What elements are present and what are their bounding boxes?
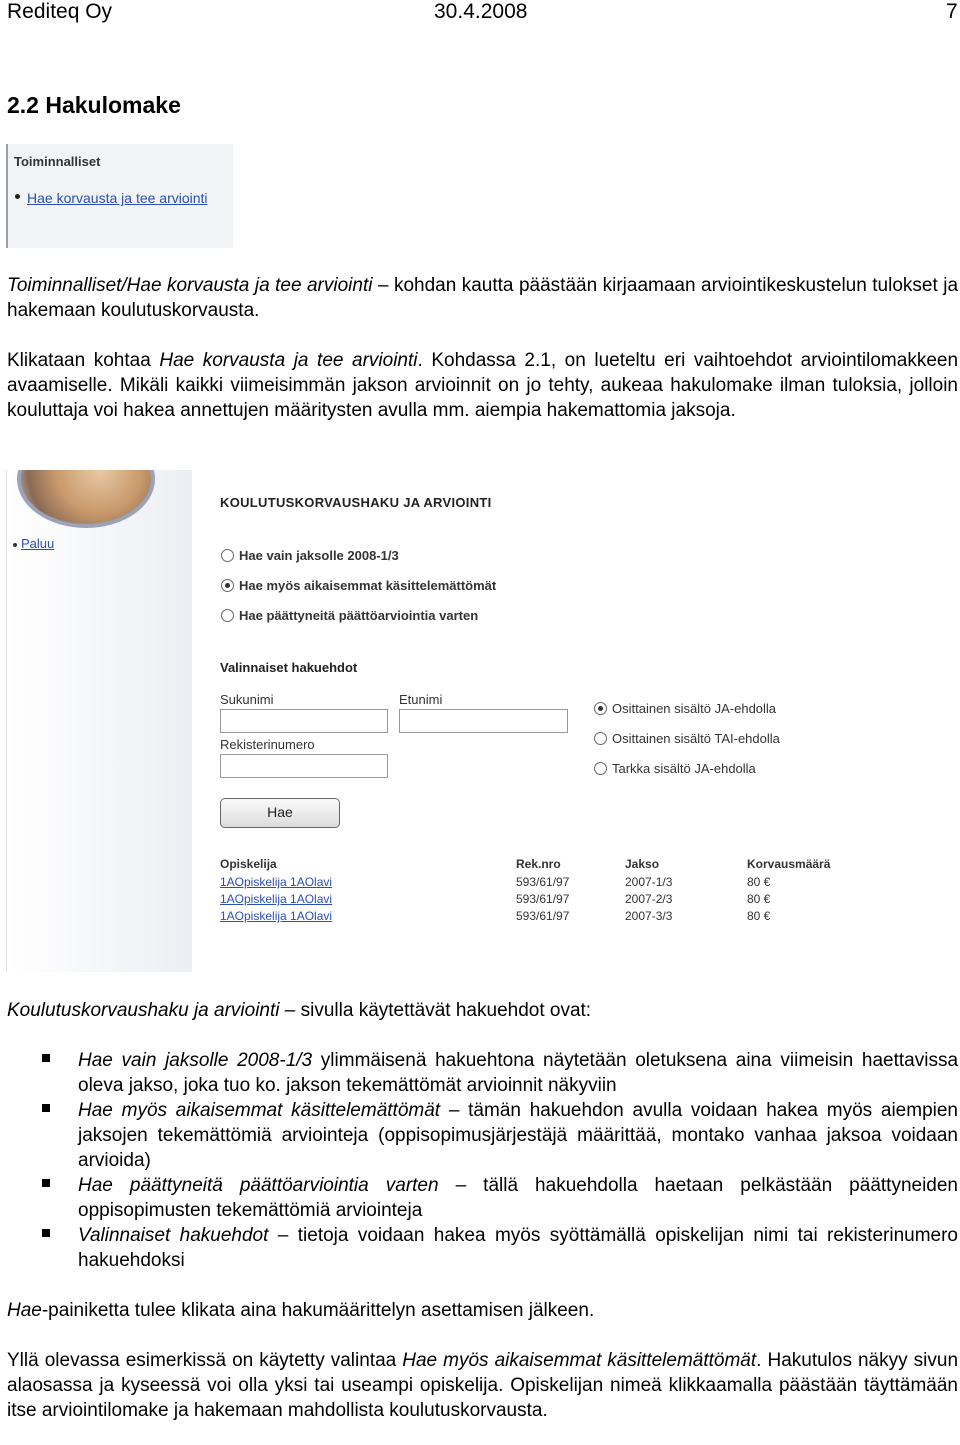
hae-button-note [7, 1298, 958, 1323]
list-item [78, 1223, 958, 1273]
bullet-square-icon [42, 1054, 50, 1062]
firstname-label: Etunimi [399, 692, 443, 707]
table-cell: 2007-2/3 [625, 892, 673, 906]
menu-link-hae-korvausta[interactable]: Hae korvausta ja tee arviointi [27, 190, 208, 206]
radio-label: Osittainen sisältö JA-ehdolla [612, 701, 777, 716]
list-item-text: – tämän hakuehdon avulla voidaan hakea myös aiempien jaksojen tekemättömiä arviointeja (oppisopimusjärjestäjä määrittää, montako vanhaa jaksoa voidaan arvioida) [78, 1100, 958, 1171]
example-paragraph [7, 1348, 958, 1423]
sidebar [7, 470, 192, 972]
regnum-input[interactable] [220, 754, 388, 778]
radio-label: Hae päättyneitä päättöarviointia varten [239, 608, 479, 623]
table-cell: 2007-3/3 [625, 909, 673, 923]
student-link[interactable]: 1AOpiskelija 1AOlavi [220, 909, 333, 923]
optional-criteria-heading: Valinnaiset hakuehdot [220, 660, 358, 675]
intro-text: – kohdan kautta päästään kirjaamaan arviointikeskustelun tulokset ja hakemaan koulutuskorvausta. [7, 275, 959, 321]
instruction-paragraph [7, 348, 958, 423]
table-cell: 80 € [747, 909, 771, 923]
list-item-italic: Valinnaiset hakuehdot [78, 1225, 269, 1246]
example-italic: Hae myös aikaisemmat käsittelemättömät [402, 1350, 757, 1371]
list-item-text: – tällä hakuehdolla haetaan pelkästään päättyneiden oppisopimusten tekemättömiä arviointeja [78, 1175, 958, 1221]
list-item [78, 1048, 958, 1098]
criteria-intro-italic: Koulutuskorvaushaku ja arviointi [7, 1000, 280, 1021]
section-title: 2.2 Hakulomake [7, 92, 181, 118]
list-item-italic: Hae päättyneitä päättöarviointia varten [78, 1175, 439, 1196]
table-cell: 593/61/97 [516, 875, 570, 889]
radio-only-period[interactable] [221, 549, 234, 562]
list-item-text: ylimmäisenä hakuehtona näytetään oletuksena aina viimeisin haettavissa oleva jakso, joka tuo ko. jakson tekemättömät arvioinnit näkyviin [78, 1050, 959, 1096]
menu-title: Toiminnalliset [14, 154, 101, 169]
intro-italic: Toiminnalliset/Hae korvausta ja tee arviointi [7, 275, 373, 296]
list-item [78, 1098, 958, 1173]
col-header: Jakso [625, 857, 660, 871]
col-header: Rek.nro [516, 857, 561, 871]
list-item-text: – tietoja voidaan hakea myös syöttämällä opiskelijan nimi tai rekisterinumero hakuehdoksi [78, 1225, 958, 1271]
intro-paragraph [7, 273, 958, 323]
menu-screenshot [6, 144, 233, 248]
criteria-intro [7, 998, 958, 1023]
bullet-icon [15, 194, 20, 199]
radio-label: Tarkka sisältö JA-ehdolla [612, 761, 756, 776]
table-cell: 593/61/97 [516, 909, 570, 923]
bullet-icon [13, 543, 17, 547]
list-item [78, 1173, 958, 1223]
example-text-a: Yllä olevassa esimerkissä on käytetty valintaa [7, 1350, 403, 1371]
firstname-input[interactable] [399, 709, 568, 733]
radio-label: Hae myös aikaisemmat käsittelemättömät [239, 578, 497, 593]
form-title: KOULUTUSKORVAUSHAKU JA ARVIOINTI [220, 495, 492, 510]
instruction-text-a: Klikataan kohtaa [7, 350, 160, 371]
search-button[interactable]: Hae [220, 798, 340, 828]
hae-note-text: -painiketta tulee klikata aina hakumäärittelyn asettamisen jälkeen. [41, 1300, 595, 1321]
surname-label: Sukunimi [220, 692, 274, 707]
instruction-italic: Hae korvausta ja tee arviointi [159, 350, 418, 371]
radio-partial-and[interactable] [594, 702, 607, 715]
radio-also-previous[interactable] [221, 579, 234, 592]
company-name: Rediteq Oy [7, 0, 113, 23]
page-number: 7 [946, 0, 958, 23]
student-link[interactable]: 1AOpiskelija 1AOlavi [220, 892, 333, 906]
search-form-screenshot [6, 470, 943, 972]
example-text-b: . Hakutulos näkyy sivun alaosassa ja kyseessä voi olla yksi tai useampi opiskelija. Opiskelijan nimeä klikkaamalla päästään täyttämään itse arviointilomake ja hakemaan mahdollista koulutuskorvausta. [7, 1350, 959, 1421]
regnum-label: Rekisterinumero [220, 737, 315, 752]
table-cell: 593/61/97 [516, 892, 570, 906]
radio-label: Osittainen sisältö TAI-ehdolla [612, 731, 780, 746]
surname-input[interactable] [220, 709, 388, 733]
radio-partial-or[interactable] [594, 732, 607, 745]
col-header: Korvausmäärä [747, 857, 831, 871]
radio-exact-and[interactable] [594, 762, 607, 775]
bullet-square-icon [42, 1229, 50, 1237]
radio-label: Hae vain jaksolle 2008-1/3 [239, 548, 399, 563]
bullet-square-icon [42, 1179, 50, 1187]
hae-note-italic: Hae [7, 1300, 42, 1321]
document-date: 30.4.2008 [434, 0, 528, 23]
student-link[interactable]: 1AOpiskelija 1AOlavi [220, 875, 333, 889]
header-photo [17, 470, 155, 528]
radio-ended[interactable] [221, 609, 234, 622]
criteria-intro-text: – sivulla käytettävät hakuehdot ovat: [279, 1000, 592, 1021]
bullet-square-icon [42, 1104, 50, 1112]
list-item-italic: Hae vain jaksolle 2008-1/3 [78, 1050, 313, 1071]
back-link[interactable]: Paluu [21, 536, 55, 551]
table-cell: 80 € [747, 892, 771, 906]
instruction-text-b: . Kohdassa 2.1, on lueteltu eri vaihtoehdot arviointilomakkeen avaamiselle. Mikäli kaikki viimeisimmän jakson arvioinnit on jo tehty, aukeaa hakulomake ilman tuloksia, jolloin kouluttaja voi hakea annettujen määritysten avulla mm. aiempia hakemattomia jaksoja. [7, 350, 959, 421]
table-cell: 2007-1/3 [625, 875, 673, 889]
col-header: Opiskelija [220, 857, 277, 871]
list-item-italic: Hae myös aikaisemmat käsittelemättömät [78, 1100, 441, 1121]
table-cell: 80 € [747, 875, 771, 889]
